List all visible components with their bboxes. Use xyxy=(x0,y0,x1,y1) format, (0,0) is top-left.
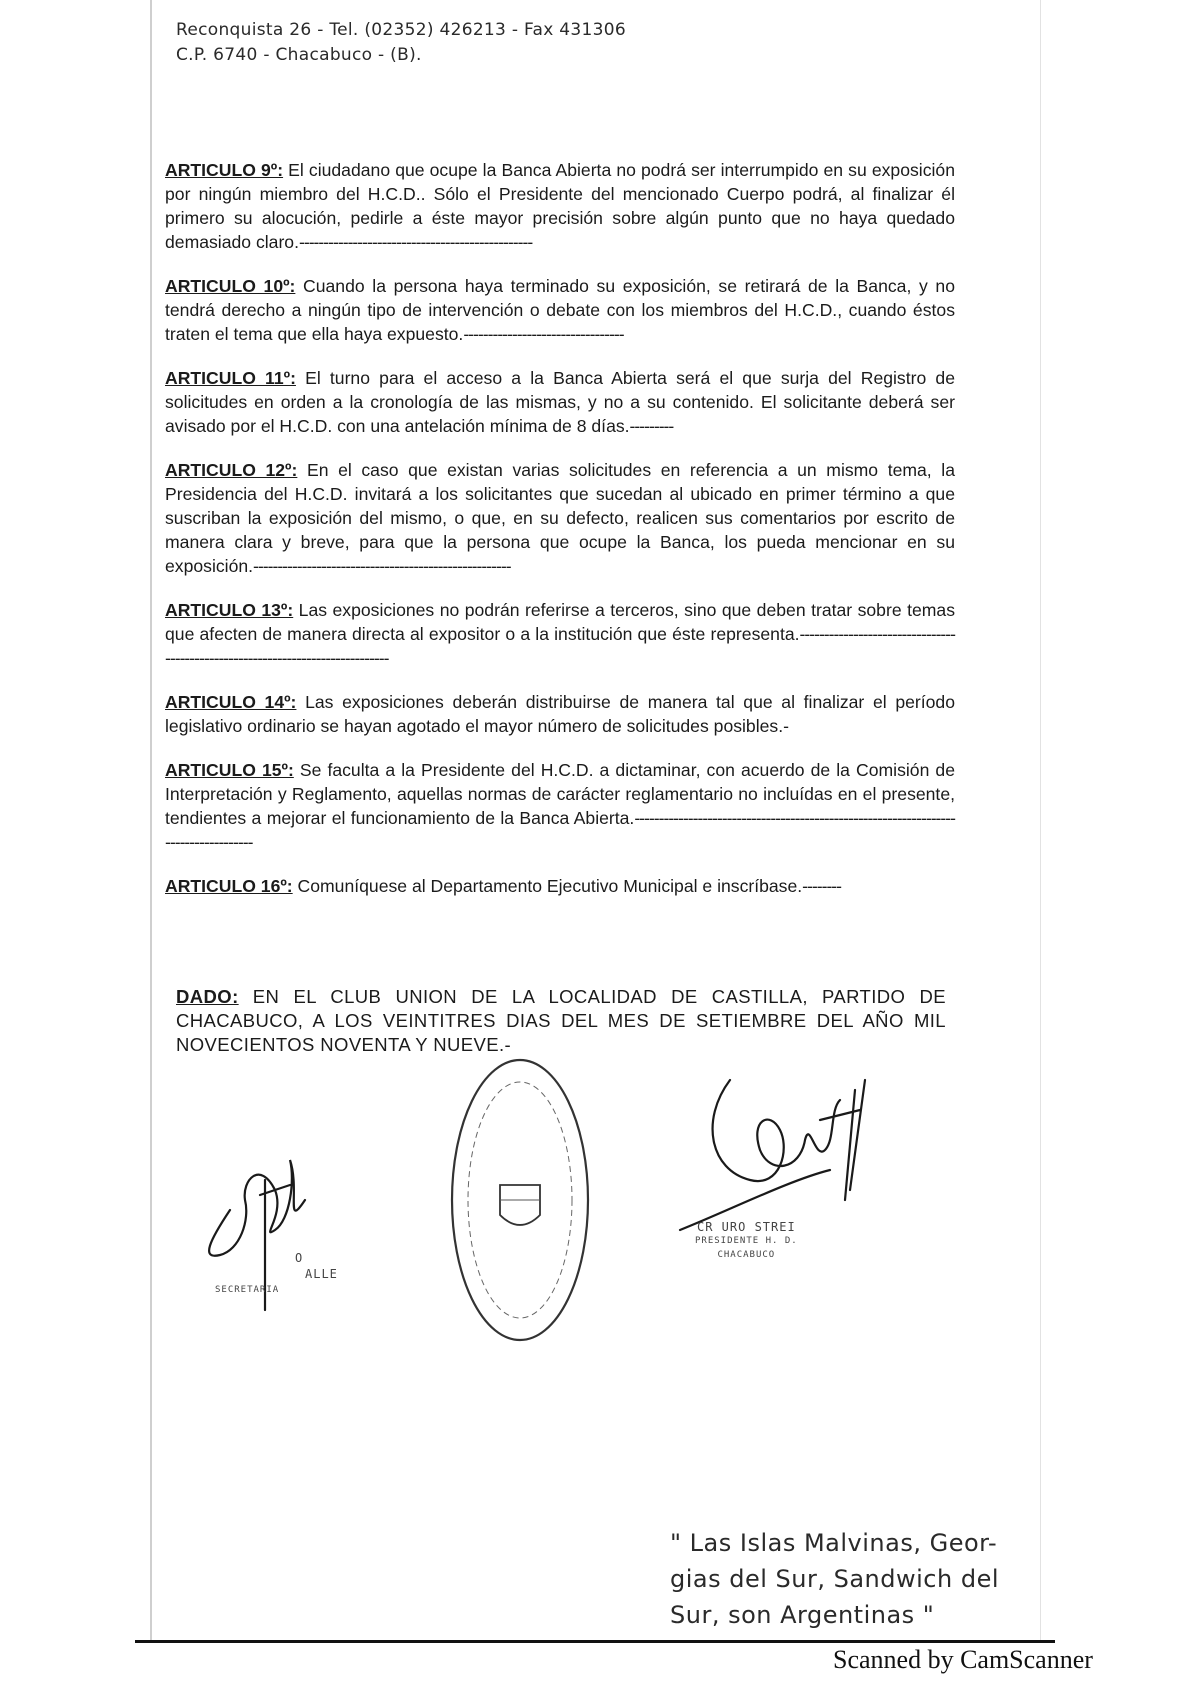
article-16 xyxy=(165,874,955,898)
malvinas-motto xyxy=(670,1525,999,1633)
article-dashes: --------- xyxy=(629,416,674,436)
right-stamp-line-1: CR URO STREI xyxy=(697,1220,796,1234)
article-dashes: ----------------------------------------------------- xyxy=(253,556,511,576)
article-10 xyxy=(165,274,955,346)
right-signature-stamp xyxy=(695,1220,798,1262)
scanner-watermark: Scanned by CamScanner xyxy=(833,1645,1093,1674)
letterhead-address: Reconquista 26 - Tel. (02352) 426213 - Fax 431306 xyxy=(176,20,627,40)
motto-line-2: gias del Sur, Sandwich del xyxy=(670,1565,999,1593)
article-text: Las exposiciones no podrán referirse a terceros, sino que deben tratar sobre temas que afecten de manera directa al expositor o a la institución que éste representa. xyxy=(165,600,955,644)
motto-line-1: " Las Islas Malvinas, Geor- xyxy=(670,1529,998,1557)
article-dashes: --------------------------------- xyxy=(463,324,624,344)
article-dashes: -------- xyxy=(802,876,842,896)
article-14 xyxy=(165,690,955,738)
article-12 xyxy=(165,458,955,578)
article-text: En el caso que existan varias solicitudes en referencia a un mismo tema, la Presidencia del H.C.D. invitará a los solicitantes que sucedan al ubicado en primer término a que suscriban la exposición del mismo, o que, en su defecto, realicen sus comentarios por escrito de manera clara y breve, para que la persona que ocupe la Banca, los pueda mencionar en su exposición. xyxy=(165,460,955,576)
article-dashes: ------------------------------------------------------------------------------------ xyxy=(165,808,955,852)
left-signature-stamp xyxy=(185,1250,338,1298)
closing-text: EN EL CLUB UNION DE LA LOCALIDAD DE CASTILLA, PARTIDO DE CHACABUCO, A LOS VEINTITRES DIAS DEL MES DE SETIEMBRE DEL AÑO MIL NOVECIENTOS NOVENTA Y NUEVE.- xyxy=(176,986,946,1055)
article-heading: ARTICULO 15º: xyxy=(165,760,294,780)
article-heading: ARTICULO 10º: xyxy=(165,276,296,296)
article-text: Comuníquese al Departamento Ejecutivo Municipal e inscríbase. xyxy=(292,876,803,896)
article-text: Las exposiciones deberán distribuirse de manera tal que al finalizar el período legislativo ordinario se hayan agotado el mayor número de solicitudes posibles.- xyxy=(165,692,955,736)
letterhead xyxy=(176,18,626,68)
article-13 xyxy=(165,598,955,670)
article-dashes: ------------------------------------------------ xyxy=(298,232,533,252)
right-stamp-line-2: PRESIDENTE H. D. xyxy=(695,1236,798,1246)
article-text: El ciudadano que ocupe la Banca Abierta no podrá ser interrumpido en su exposición por ningún miembro del H.C.D.. Sólo el Presidente del mencionado Cuerpo podrá, al finalizar él primero su alocución, pedirle a éste mayor precisión sobre algún punto que no haya quedado demasiado claro. xyxy=(165,160,955,252)
letterhead-city: C.P. 6740 - Chacabuco - (B). xyxy=(176,45,422,65)
article-heading: ARTICULO 13º: xyxy=(165,600,294,620)
article-15 xyxy=(165,758,955,854)
article-9 xyxy=(165,158,955,254)
left-stamp-line-1: O xyxy=(295,1251,304,1265)
article-dashes: ------------------------------------------------------------------------------ xyxy=(165,624,955,668)
article-heading: ARTICULO 14º: xyxy=(165,692,297,712)
articles-list xyxy=(165,158,955,918)
article-heading: ARTICULO 12º: xyxy=(165,460,298,480)
closing-heading: DADO: xyxy=(176,986,239,1007)
article-text: Se faculta a la Presidente del H.C.D. a dictaminar, con acuerdo de la Comisión de Interpretación y Reglamento, aquellas normas de carácter reglamentario no incluídas en el presente, tendientes a mejorar el funcionamiento de la Banca Abierta. xyxy=(165,760,955,828)
article-heading: ARTICULO 11º: xyxy=(165,368,296,388)
left-stamp-line-2: ALLE xyxy=(305,1267,338,1281)
page-bottom-edge xyxy=(135,1640,1055,1643)
article-text: Cuando la persona haya terminado su exposición, se retirará de la Banca, y no tendrá derecho a ningún tipo de intervención o debate con los miembros del H.C.D., cuando éstos traten el tema que ella haya expuesto. xyxy=(165,276,955,344)
signature-area xyxy=(150,1050,1050,1370)
right-stamp-line-3: CHACABUCO xyxy=(717,1250,776,1260)
article-heading: ARTICULO 9º: xyxy=(165,160,284,180)
scan-edge xyxy=(150,0,152,1640)
scan-edge-right xyxy=(1040,0,1041,1640)
left-stamp-line-3: SECRETARIA xyxy=(215,1285,280,1295)
article-text: El turno para el acceso a la Banca Abierta será el que surja del Registro de solicitudes en orden a la cronología de las mismas, y no a su contenido. El solicitante deberá ser avisado por el H.C.D. con una antelación mínima de 8 días. xyxy=(165,368,955,436)
motto-line-3: Sur, son Argentinas " xyxy=(670,1601,935,1629)
official-seal xyxy=(445,1050,595,1350)
article-heading: ARTICULO 16º: xyxy=(165,876,293,896)
closing-statement xyxy=(176,985,946,1057)
article-11 xyxy=(165,366,955,438)
